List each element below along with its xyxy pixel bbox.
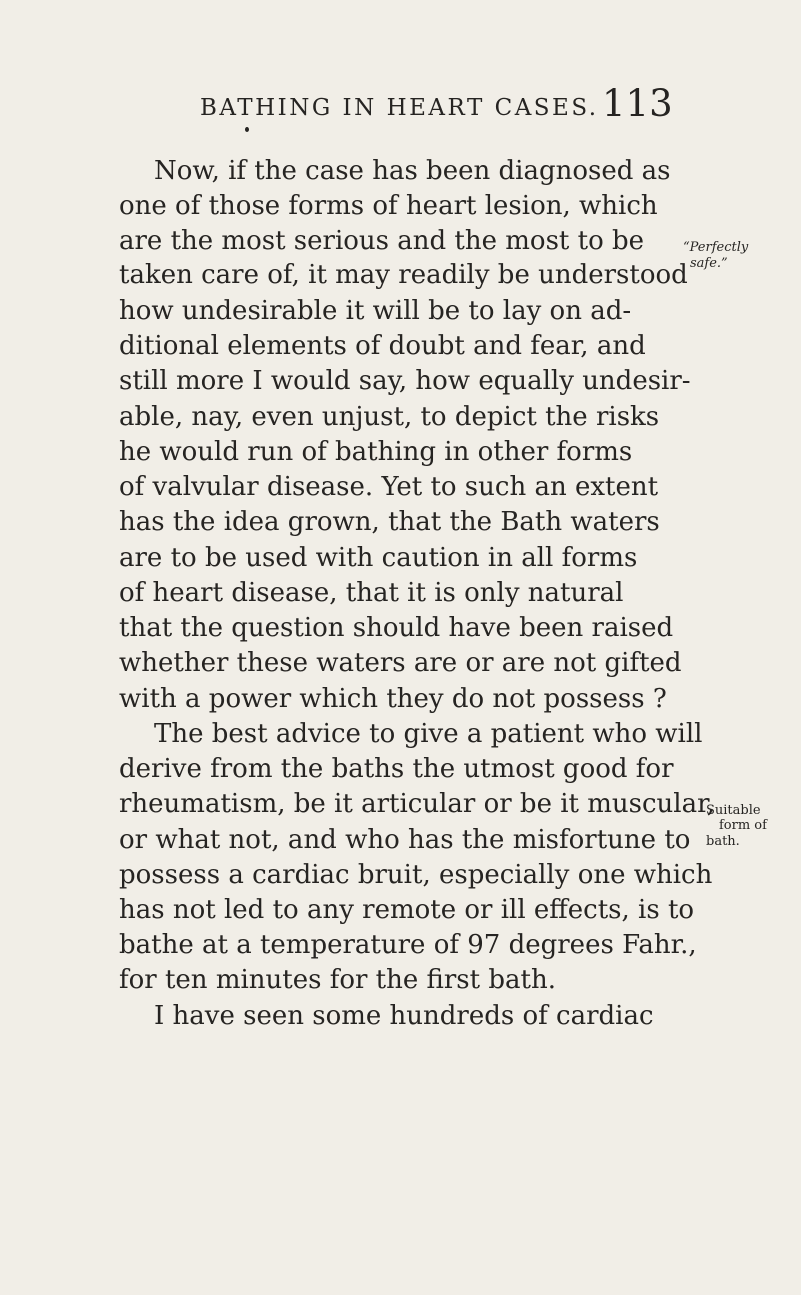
text-line: Now, if the case has been diagnosed as (154, 156, 671, 186)
text-line: of valvular disease. Yet to such an extent (119, 472, 659, 502)
printer-mark (245, 127, 249, 132)
margin-note-line: “Perfectly (683, 240, 749, 255)
text-line: are to be used with caution in all forms (119, 543, 638, 573)
margin-note-line: form of (719, 818, 767, 833)
text-line: of heart disease, that it is only natural (119, 578, 624, 608)
text-line: with a power which they do not possess ? (119, 684, 667, 714)
text-line: has not led to any remote or ill effects, is to (119, 895, 695, 925)
text-line: The best advice to give a patient who will (154, 719, 703, 749)
text-line: are the most serious and the most to be (119, 226, 645, 256)
text-line: able, nay, even unjust, to depict the risks (119, 402, 660, 432)
text-line: derive from the baths the utmost good for (119, 754, 674, 784)
text-line: how undesirable it will be to lay on ad- (119, 296, 632, 326)
text-line: still more I would say, how equally undesir- (119, 366, 691, 396)
page-number: 113 (602, 82, 673, 125)
margin-note-line: Suitable (706, 803, 761, 818)
text-line: I have seen some hundreds of cardiac (154, 1001, 654, 1031)
text-line: one of those forms of heart lesion, which (119, 191, 658, 221)
text-line: taken care of, it may readily be understood (119, 260, 688, 290)
text-line: whether these waters are or are not gifted (119, 648, 682, 678)
text-line: he would run of bathing in other forms (119, 437, 633, 467)
margin-note-line: safe.” (690, 256, 728, 271)
text-line: rheumatism, be it articular or be it muscular, (119, 789, 715, 819)
text-line: bathe at a temperature of 97 degrees Fahr., (119, 930, 697, 960)
text-line: that the question should have been raised (119, 613, 674, 643)
text-line: possess a cardiac bruit, especially one which (119, 860, 713, 890)
text-line: ditional elements of doubt and fear, and (119, 331, 646, 361)
text-line: for ten minutes for the first bath. (119, 965, 556, 995)
text-line: or what not, and who has the misfortune to (119, 825, 691, 855)
margin-note-line: bath. (706, 834, 740, 849)
text-line: has the idea grown, that the Bath waters (119, 507, 660, 537)
running-head: BATHING IN HEART CASES. (200, 95, 599, 121)
